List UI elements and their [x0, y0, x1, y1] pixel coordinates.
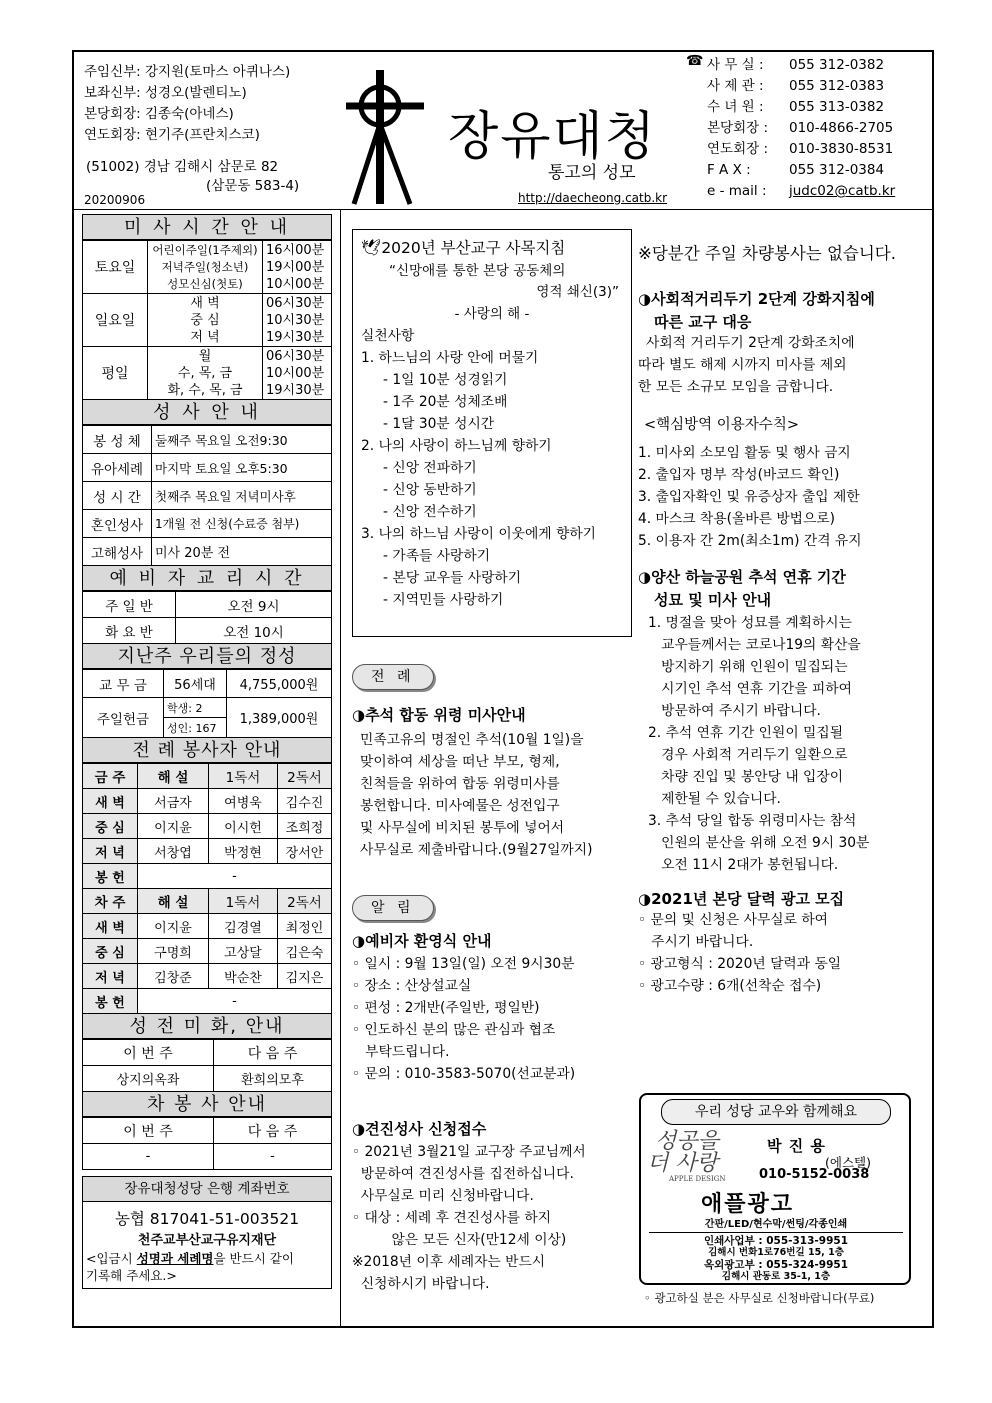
mass-time: 19시30분	[266, 329, 325, 345]
yangsan-line: 2. 추석 연휴 기간 인원이 밀집될	[648, 725, 844, 741]
liturgy-offertory: -	[138, 989, 332, 1014]
ad-header: 우리 성당 교우와 함께해요	[661, 1099, 891, 1125]
offering-row-gyomu	[83, 670, 332, 698]
flowers-heading: 성 전 미 화, 안내	[82, 1013, 332, 1039]
contact-label: e - mail :	[707, 183, 767, 199]
ad-outdoor-address: 김해시 관동로 35-1, 1층	[721, 1271, 831, 1282]
sacrament-label: 유아세례	[83, 454, 152, 482]
yangsan-line: 경우 사회적 거리두기 일환으로	[648, 747, 848, 763]
yangsan-line: 시기인 추석 연휴 기간을 피하여	[648, 681, 852, 697]
memorial-line: 및 사무실에 비치된 봉투에 넣어서	[360, 820, 565, 836]
bank-note-emphasis: 성명과 세례명	[136, 1251, 214, 1266]
rules-list	[638, 442, 928, 552]
liturgy-person: 김은숙	[278, 939, 332, 964]
liturgy-person: 장서안	[278, 839, 332, 864]
liturgy-person: 이시헌	[209, 814, 278, 839]
mass-time: 10시00분	[266, 276, 325, 292]
practice-item: - 신앙 전수하기	[383, 504, 477, 520]
liturgy-col: 금 주	[83, 764, 138, 789]
contact-value: 055 312-0384	[789, 162, 885, 178]
contact-label: 사 무 실 :	[707, 57, 764, 73]
sacraments-heading: 성 사 안 내	[82, 399, 332, 425]
confirmation-heading: ◑견진성사 신청접수	[352, 1120, 487, 1138]
diocese-year-theme: - 사랑의 해 -	[454, 306, 530, 322]
catechumen-line: 부탁드립니다.	[352, 1044, 450, 1060]
catechism-table	[82, 591, 332, 644]
liturgy-mass: 봉 헌	[83, 864, 138, 889]
mass-day: 평일	[83, 347, 148, 400]
flowers-this-week-label: 이 번 주	[83, 1040, 214, 1066]
diocese-theme-line1: “신망애를 통한 본당 공동체의	[389, 263, 566, 279]
list-item: 3. 출입자확인 및 유증상자 출입 제한	[638, 489, 860, 505]
column-divider	[340, 210, 341, 1327]
flowers-next-week: 환희의모후	[214, 1066, 332, 1092]
yangsan-line: 방지하기 위해 인원이 밀집되는	[648, 659, 848, 675]
mass-time: 16시00분	[266, 242, 325, 258]
practice-item: 1. 하느님의 사랑 안에 머물기	[361, 350, 539, 366]
confirmation-line: ◦ 2021년 3월21일 교구장 주교님께서	[352, 1144, 586, 1160]
liturgy-mass: 새 벽	[83, 789, 138, 814]
catechism-label: 화 요 반	[83, 618, 176, 644]
mass-day: 일요일	[83, 294, 148, 347]
liturgy-person: 박정현	[209, 839, 278, 864]
contact-value: 055 313-0382	[789, 99, 885, 115]
catechumen-line: ◦ 편성 : 2개반(주일반, 평일반)	[352, 1000, 540, 1016]
memorial-line: 민족고유의 명절인 추석(10월 1일)을	[360, 732, 584, 748]
contact-label: 수 녀 원 :	[707, 99, 764, 115]
diocese-title: 2020년 부산교구 사목지침	[381, 239, 566, 257]
liturgy-person: 이지윤	[138, 914, 209, 939]
contact-value: 010-4866-2705	[789, 120, 894, 136]
ad-company: 애플광고	[701, 1192, 795, 1217]
diocese-practice-label: 실천사항	[361, 328, 415, 344]
car-service-heading: 차 봉 사 안내	[82, 1091, 332, 1117]
clergy-pastor: 주임신부: 강지원(토마스 아퀴나스)	[84, 64, 291, 80]
confirmation-line: ◦ 대상 : 세례 후 견진성사를 하지	[352, 1210, 552, 1226]
ad-logo	[647, 1131, 757, 1183]
liturgy-mass: 저 녁	[83, 964, 138, 989]
ad-print-dept: 인쇄사업부 : 055-313-9951	[704, 1235, 848, 1247]
table-row	[83, 989, 332, 1014]
liturgy-person: 서창엽	[138, 839, 209, 864]
mass-time: 10시00분	[266, 365, 325, 381]
table-row	[83, 964, 332, 989]
ad-products: 간판/LED/현수막/썬팅/각종인쇄	[704, 1219, 848, 1230]
memorial-line: 맞이하여 세상을 떠난 부모, 형제,	[360, 754, 560, 770]
catechumen-line: ◦ 일시 : 9월 13일(일) 오전 9시30분	[352, 956, 575, 972]
bank-note-text: <입금시	[86, 1251, 137, 1266]
liturgy-col: 1독서	[209, 889, 278, 914]
ad-print-address: 김해시 번화1로76번길 15, 1층	[708, 1247, 844, 1258]
liturgy-person: 이지윤	[138, 814, 209, 839]
mass-times-table	[82, 240, 332, 400]
parish-website-link[interactable]: http://daecheong.catb.kr	[518, 191, 668, 205]
clergy-assistant: 보좌신부: 성경오(발렌티노)	[84, 85, 247, 101]
yangsan-line: 1. 명절을 맞아 성묘를 계획하시는	[648, 615, 852, 631]
liturgy-person: 박순찬	[209, 964, 278, 989]
ad-phone: 010-5152-0038	[759, 1167, 870, 1182]
car-next-week: -	[214, 1144, 332, 1170]
car-this-week-label: 이 번 주	[83, 1118, 214, 1144]
memorial-mass-section	[352, 704, 637, 861]
ad-logo-line: 성공을	[655, 1129, 719, 1154]
offering-adults: 성인: 167	[164, 718, 227, 738]
sacrament-row	[83, 510, 332, 538]
social-distancing-section	[638, 288, 928, 398]
address	[86, 158, 299, 196]
address-line1: (51002) 경남 김해시 삼문로 82	[86, 159, 279, 175]
bank-note	[83, 1248, 331, 1288]
catechumen-section	[352, 930, 637, 1085]
practice-item: - 본당 교우들 사랑하기	[383, 570, 522, 586]
list-item: 5. 이용자 간 2m(최소1m) 간격 유지	[638, 533, 862, 549]
phone-icon: ☎	[686, 53, 704, 69]
clergy-parish-president: 본당회장: 김종숙(아네스)	[84, 106, 234, 122]
notice-pill-label: 알 림	[352, 895, 434, 921]
email-link[interactable]: judc02@catb.kr	[789, 183, 896, 199]
offering-amount: 1,389,000원	[227, 698, 332, 738]
social-distancing-line: 한 모든 소규모 모임을 금합니다.	[638, 379, 834, 395]
practice-item: 3. 나의 하느님 사랑이 이웃에게 향하기	[361, 526, 597, 542]
catechism-time: 오전 10시	[176, 618, 332, 644]
sacrament-row	[83, 482, 332, 510]
yangsan-heading: ◑양산 하늘공원 추석 연휴 기간	[638, 568, 846, 586]
liturgy-person: 김창준	[138, 964, 209, 989]
mass-row-sunday	[83, 294, 332, 347]
car-service-notice: ※당분간 주일 차량봉사는 없습니다.	[638, 244, 896, 263]
contact-list	[707, 55, 895, 202]
liturgy-person: 서금자	[138, 789, 209, 814]
sacrament-label: 혼인성사	[83, 510, 152, 538]
sacrament-value: 둘째주 목요일 오전9:30	[152, 426, 332, 454]
sacrament-value: 마지막 토요일 오후5:30	[152, 454, 332, 482]
ad-box	[639, 1093, 911, 1285]
flowers-next-week-label: 다 음 주	[214, 1040, 332, 1066]
sacrament-value: 미사 20분 전	[152, 538, 332, 566]
bank-note-text: 기록해 주세요.>	[86, 1268, 177, 1283]
list-item: 4. 마스크 착용(올바른 방법으로)	[638, 511, 836, 527]
practice-item: - 1달 30분 성시간	[383, 416, 495, 432]
mass-time: 06시30분	[266, 295, 325, 311]
bank-account: 농협 817041-51-003521	[114, 1210, 300, 1228]
liturgy-servers-table	[82, 763, 332, 1014]
mass-name: 수, 목, 금	[177, 365, 233, 381]
mass-time: 19시00분	[266, 259, 325, 275]
catechumen-line: ◦ 장소 : 산상설교실	[352, 978, 472, 994]
practice-item: - 신앙 전파하기	[383, 460, 477, 476]
sacrament-row	[83, 454, 332, 482]
issue-date: 20200906	[84, 193, 146, 207]
mass-time: 19시30분	[266, 382, 325, 398]
sacrament-label: 봉 성 체	[83, 426, 152, 454]
flowers-this-week: 상지의옥좌	[83, 1066, 214, 1092]
mass-times-heading: 미 사 시 간 안 내	[82, 214, 332, 240]
memorial-line: 사무실로 제출바랍니다.(9월27일까지)	[360, 842, 593, 858]
table-row	[83, 814, 332, 839]
calendar-ad-line: ◦ 광고형식 : 2020년 달력과 동일	[638, 956, 842, 972]
yangsan-line: 차량 진입 및 봉안당 내 입장이	[648, 769, 844, 785]
contact-label: F A X :	[707, 162, 751, 178]
practice-item: - 1일 10분 성경읽기	[383, 372, 508, 388]
sacrament-label: 성 시 간	[83, 482, 152, 510]
rules-title: <핵심방역 이용자수칙>	[644, 417, 799, 433]
list-item: 2. 출입자 명부 작성(바코드 확인)	[638, 467, 840, 483]
liturgy-header-row	[83, 889, 332, 914]
left-sidebar	[82, 214, 332, 1289]
liturgy-servers-heading: 전 례 봉사자 안내	[82, 737, 332, 763]
table-row	[83, 914, 332, 939]
car-next-week-label: 다 음 주	[214, 1118, 332, 1144]
bank-holder: 천주교부산교구유지재단	[137, 1233, 277, 1248]
bulletin-title: 장유대청	[448, 107, 657, 167]
memorial-mass-heading: ◑추석 합동 위령 미사안내	[352, 706, 526, 724]
mass-name: 저 녁	[190, 329, 220, 345]
bank-heading: 장유대청성당 은행 계좌번호	[83, 1177, 331, 1202]
yangsan-line: 오전 11시 2대가 봉헌됩니다.	[648, 857, 839, 873]
dove-icon: 🕊	[361, 238, 382, 257]
contact-value: 010-3830-8531	[789, 141, 894, 157]
liturgy-person: 구명희	[138, 939, 209, 964]
yangsan-line: 3. 추석 당일 합동 위령미사는 참석	[648, 813, 857, 829]
contact-row	[707, 55, 895, 76]
liturgy-col: 차 주	[83, 889, 138, 914]
header-divider	[73, 209, 933, 210]
offering-heading: 지난주 우리들의 정성	[82, 643, 332, 669]
practice-item: - 신앙 동반하기	[383, 482, 477, 498]
sacrament-label: 고해성사	[83, 538, 152, 566]
offering-students: 학생: 2	[164, 698, 227, 718]
bank-note-text: 을 반드시 같이	[213, 1251, 294, 1266]
catechism-time: 오전 9시	[176, 592, 332, 618]
calendar-ad-line: ◦ 광고수량 : 6개(선착순 접수)	[638, 978, 822, 994]
liturgy-offertory: -	[138, 864, 332, 889]
yangsan-line: 방문하여 주시기 바랍니다.	[648, 703, 821, 719]
offering-label: 주일헌금	[83, 698, 164, 738]
offering-amount: 4,755,000원	[227, 670, 332, 698]
sacraments-table	[82, 425, 332, 566]
offering-table	[82, 669, 332, 738]
sacrament-row	[83, 426, 332, 454]
mass-row-weekday	[83, 347, 332, 400]
car-this-week: -	[83, 1144, 214, 1170]
mass-name: 월	[198, 348, 212, 364]
mass-name: 화, 수, 목, 금	[167, 382, 243, 398]
yangsan-section	[638, 566, 928, 876]
ad-person-name: 박 진 용	[767, 1137, 826, 1155]
confirmation-line: 사무실로 미리 신청바랍니다.	[352, 1188, 534, 1204]
clergy-list	[84, 62, 290, 146]
contact-label: 본당회장 :	[707, 120, 769, 136]
catechumen-line: ◦ 인도하신 분의 많은 관심과 협조	[352, 1022, 556, 1038]
yangsan-line: 제한될 수 있습니다.	[648, 791, 781, 807]
liturgy-col: 해 설	[138, 764, 209, 789]
offering-household-count: 56세대	[164, 670, 227, 698]
offering-row-sunday	[83, 698, 332, 718]
confirmation-line: 신청하시기 바랍니다.	[352, 1276, 490, 1292]
contact-row	[707, 118, 895, 139]
liturgy-person: 고상달	[209, 939, 278, 964]
liturgy-person: 김수진	[278, 789, 332, 814]
yangsan-line: 교우들께서는 코로나19의 확산을	[648, 637, 861, 653]
table-row	[83, 939, 332, 964]
mass-name: 저녁주일(청소년)	[161, 259, 249, 274]
calendar-ad-heading: ◑2021년 본당 달력 광고 모집	[638, 890, 845, 908]
liturgy-person: 최정인	[278, 914, 332, 939]
cross-logo-icon	[340, 64, 440, 214]
ad-baptismal-name: (에스텔)	[825, 1155, 871, 1170]
mass-time: 06시30분	[266, 348, 325, 364]
liturgy-person: 김지은	[278, 964, 332, 989]
table-row	[83, 839, 332, 864]
contact-row	[707, 97, 895, 118]
mass-name: 새 벽	[190, 295, 220, 311]
offering-label: 교 무 금	[83, 670, 164, 698]
ad-divider	[649, 1232, 903, 1233]
catechism-label: 주 일 반	[83, 592, 176, 618]
table-row	[83, 864, 332, 889]
table-row	[83, 789, 332, 814]
liturgy-person: 조희정	[278, 814, 332, 839]
mass-time: 10시30분	[266, 312, 325, 328]
liturgy-mass: 새 벽	[83, 914, 138, 939]
diocese-heading-row	[361, 236, 623, 258]
contact-row	[707, 76, 895, 97]
yangsan-heading: 성묘 및 미사 안내	[654, 591, 772, 609]
liturgy-mass: 저 녁	[83, 839, 138, 864]
diocese-guidelines-box	[352, 229, 632, 637]
clergy-district-president: 연도회장: 현기주(프란치스코)	[84, 127, 260, 143]
liturgy-person: 김경열	[209, 914, 278, 939]
practice-item: - 지역민들 사랑하기	[383, 592, 504, 608]
contact-label: 연도회장 :	[707, 141, 769, 157]
catechumen-heading: ◑예비자 환영식 안내	[352, 932, 492, 950]
liturgy-header-row	[83, 764, 332, 789]
memorial-line: 친척들을 위하여 합동 위령미사를	[360, 776, 560, 792]
confirmation-line: 않은 모든 신자(만12세 이상)	[352, 1232, 567, 1248]
calendar-ad-line: ◦ 문의 및 신청은 사무실로 하여	[638, 912, 828, 928]
liturgy-mass: 중 심	[83, 939, 138, 964]
contact-row	[707, 139, 895, 160]
catechumen-line: ◦ 문의 : 010-3583-5070(선교분과)	[352, 1066, 576, 1082]
calendar-ad-line: 주시기 바랍니다.	[638, 934, 754, 950]
confirmation-line: ※2018년 이후 세례자는 반드시	[352, 1254, 546, 1270]
ad-logo-small: APPLE DESIGN	[669, 1175, 726, 1183]
liturgy-pill-label: 전 례	[352, 664, 434, 690]
mass-row-saturday	[83, 241, 332, 294]
mass-day: 토요일	[83, 241, 148, 294]
mass-name: 중 심	[190, 312, 220, 328]
social-distancing-heading: 따른 교구 대응	[654, 313, 752, 331]
diocese-practice-list	[361, 347, 623, 611]
calendar-ad-section	[638, 888, 928, 997]
social-distancing-line: 사회적 거리두기 2단계 강화조치에	[646, 335, 855, 351]
ad-footnote: ◦ 광고하실 분은 사무실로 신청바랍니다(무료)	[644, 1291, 875, 1305]
yangsan-line: 인원의 분산을 위해 오전 9시 30분	[648, 835, 870, 851]
bank-box	[82, 1176, 332, 1289]
sacrament-value: 1개월 전 신청(수료증 첨부)	[152, 510, 332, 538]
liturgy-col: 1독서	[209, 764, 278, 789]
liturgy-col: 2독서	[278, 889, 332, 914]
list-item: 1. 미사외 소모임 활동 및 행사 금지	[638, 445, 851, 461]
practice-item: 2. 나의 사랑이 하느님께 향하기	[361, 438, 552, 454]
car-service-table	[82, 1117, 332, 1170]
memorial-line: 봉헌합니다. 미사예물은 성전입구	[360, 798, 560, 814]
social-distancing-line: 따라 별도 해제 시까지 미사를 제외	[638, 357, 847, 373]
contact-value: 055 312-0383	[789, 78, 885, 94]
ad-outdoor-dept: 옥외광고부 : 055-324-9951	[704, 1259, 848, 1271]
confirmation-section	[352, 1118, 637, 1295]
practice-item: - 가족들 사랑하기	[383, 548, 491, 564]
contact-row	[707, 181, 895, 202]
practice-item: - 1주 20분 성체조배	[383, 394, 508, 410]
ad-contacts	[649, 1235, 903, 1283]
catechism-row	[83, 618, 332, 644]
liturgy-col: 해 설	[138, 889, 209, 914]
right-column	[638, 240, 928, 997]
liturgy-mass: 봉 헌	[83, 989, 138, 1014]
social-distancing-heading: ◑사회적거리두기 2단계 강화지침에	[638, 290, 875, 308]
contact-label: 사 제 관 :	[707, 78, 764, 94]
address-line2: (삼문동 583-4)	[206, 178, 300, 194]
contact-value: 055 312-0382	[789, 57, 885, 73]
diocese-theme-line2: 영적 쇄신(3)”	[536, 284, 619, 300]
liturgy-mass: 중 심	[83, 814, 138, 839]
mass-name: 어린이주일(1주제외)	[152, 242, 258, 257]
contact-row	[707, 160, 895, 181]
liturgy-col: 2독서	[278, 764, 332, 789]
catechism-row	[83, 592, 332, 618]
ad-logo-line: 더 사랑	[647, 1151, 718, 1176]
confirmation-line: 방문하여 견진성사를 집전하십니다.	[352, 1166, 574, 1182]
sacrament-row	[83, 538, 332, 566]
parish-subtitle: 통고의 성모	[548, 163, 636, 183]
sacrament-value: 첫째주 목요일 저녁미사후	[152, 482, 332, 510]
flowers-table	[82, 1039, 332, 1092]
catechism-heading: 예 비 자 교 리 시 간	[82, 565, 332, 591]
mass-name: 성모신심(첫토)	[167, 276, 243, 291]
liturgy-person: 여병욱	[209, 789, 278, 814]
